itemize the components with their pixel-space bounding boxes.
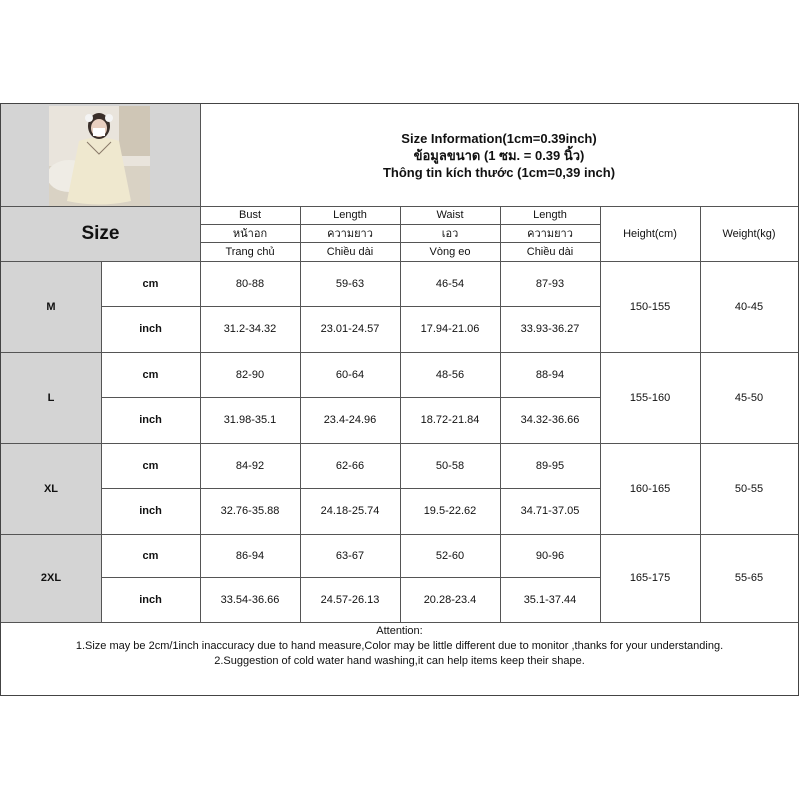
grid-line <box>600 206 601 622</box>
grid-line <box>400 206 401 622</box>
unit-inch: inch <box>139 505 162 517</box>
attention-note <box>1 622 798 698</box>
cell-m-length2-cm: 87-93 <box>535 277 565 290</box>
cell-m-length-inch: 23.01-24.57 <box>320 323 380 335</box>
col-height: Height(cm) <box>623 227 677 240</box>
cell-l-length-inch: 23.4-24.96 <box>323 414 377 426</box>
cell-xl-length2-inch: 34.71-37.05 <box>520 505 580 517</box>
cell-2xl-length2-cm: 90-96 <box>535 549 565 562</box>
col-waist-vi: Vòng eo <box>429 245 471 258</box>
cell-2xl-bust-cm: 86-94 <box>235 549 265 562</box>
cell-l-weight: 45-50 <box>734 391 764 404</box>
grid-line <box>101 397 600 398</box>
attention-title: Attention: <box>376 625 423 637</box>
cell-xl-length2-cm: 89-95 <box>535 459 565 472</box>
col-waist-th: เอว <box>441 228 459 240</box>
title-english: Size Information(1cm=0.39inch) <box>401 130 597 146</box>
size-information-header <box>200 104 798 206</box>
cell-l-length2-cm: 88-94 <box>535 368 565 381</box>
cell-m-bust-inch: 31.2-34.32 <box>223 323 277 335</box>
grid-line <box>101 577 600 578</box>
cell-l-length2-inch: 34.32-36.66 <box>520 414 580 426</box>
title-thai: ข้อมูลขนาด (1 ซม. = 0.39 นิ้ว) <box>413 147 585 163</box>
grid-line <box>101 261 102 622</box>
grid-line <box>200 104 201 622</box>
col-bust-vi: Trang chủ <box>225 245 275 258</box>
unit-cm: cm <box>142 368 159 381</box>
cell-l-bust-cm: 82-90 <box>235 368 265 381</box>
cell-m-waist-cm: 46-54 <box>435 277 465 290</box>
product-photo <box>49 106 150 207</box>
grid-line <box>500 206 501 622</box>
cell-2xl-length-cm: 63-67 <box>335 549 365 562</box>
cell-m-height: 150-155 <box>629 300 671 313</box>
attention-line-2: 2.Suggestion of cold water hand washing,it can help items keep their shape. <box>214 655 585 667</box>
cell-l-height: 155-160 <box>629 391 671 404</box>
unit-inch: inch <box>139 323 162 335</box>
unit-cm: cm <box>142 459 159 472</box>
cell-2xl-length-inch: 24.57-26.13 <box>320 593 380 606</box>
cell-m-waist-inch: 17.94-21.06 <box>420 323 480 335</box>
attention-line-1: 1.Size may be 2cm/1inch inaccuracy due to hand measure,Color may be little different due to monitor ,thanks for your understanding. <box>75 640 724 652</box>
size-name-2xl: 2XL <box>1 534 101 622</box>
col-length-th: ความยาว <box>327 228 373 240</box>
size-name-m: M <box>1 261 101 352</box>
col-length2-en: Length <box>533 209 567 221</box>
size-name-l: L <box>1 352 101 443</box>
unit-inch: inch <box>139 593 162 606</box>
cell-xl-length-cm: 62-66 <box>335 459 365 472</box>
cell-m-length2-inch: 33.93-36.27 <box>520 323 580 335</box>
cell-xl-waist-inch: 19.5-22.62 <box>423 505 477 517</box>
grid-line <box>101 488 600 489</box>
cell-xl-weight: 50-55 <box>734 482 764 495</box>
cell-xl-height: 160-165 <box>629 482 671 495</box>
cell-xl-waist-cm: 50-58 <box>435 459 465 472</box>
unit-inch: inch <box>139 414 162 426</box>
size-chart <box>0 103 799 696</box>
col-bust-en: Bust <box>238 209 261 221</box>
cell-xl-length-inch: 24.18-25.74 <box>320 505 380 517</box>
cell-2xl-length2-inch: 35.1-37.44 <box>523 593 577 606</box>
cell-2xl-waist-cm: 52-60 <box>435 549 465 562</box>
cell-2xl-weight: 55-65 <box>734 572 764 584</box>
cell-l-waist-inch: 18.72-21.84 <box>420 414 480 426</box>
cell-l-bust-inch: 31.98-35.1 <box>223 414 277 426</box>
grid-line <box>300 206 301 622</box>
unit-cm: cm <box>142 549 159 562</box>
size-name-xl: XL <box>1 443 101 534</box>
cell-m-length-cm: 59-63 <box>335 277 365 290</box>
cell-2xl-bust-inch: 33.54-36.66 <box>220 593 280 606</box>
col-bust-th: หน้าอก <box>232 228 268 240</box>
cell-m-bust-cm: 80-88 <box>235 277 265 290</box>
col-length2-vi: Chiều dài <box>526 245 574 258</box>
col-weight: Weight(kg) <box>722 227 776 240</box>
cell-xl-bust-inch: 32.76-35.88 <box>220 505 280 517</box>
cell-l-length-cm: 60-64 <box>335 368 365 381</box>
col-length-vi: Chiều dài <box>326 245 374 258</box>
cell-m-weight: 40-45 <box>734 300 764 313</box>
size-header: Size <box>1 206 200 261</box>
grid-line <box>700 206 701 622</box>
col-waist-en: Waist <box>436 209 464 221</box>
grid-line <box>101 306 600 307</box>
cell-xl-bust-cm: 84-92 <box>235 459 265 472</box>
cell-l-waist-cm: 48-56 <box>435 368 465 381</box>
unit-cm: cm <box>142 277 159 290</box>
title-vietnamese: Thông tin kích thước (1cm=0,39 inch) <box>382 164 616 180</box>
col-length2-th: ความยาว <box>527 228 573 240</box>
cell-2xl-height: 165-175 <box>629 572 671 584</box>
cell-2xl-waist-inch: 20.28-23.4 <box>423 593 477 606</box>
col-length-en: Length <box>333 209 367 221</box>
